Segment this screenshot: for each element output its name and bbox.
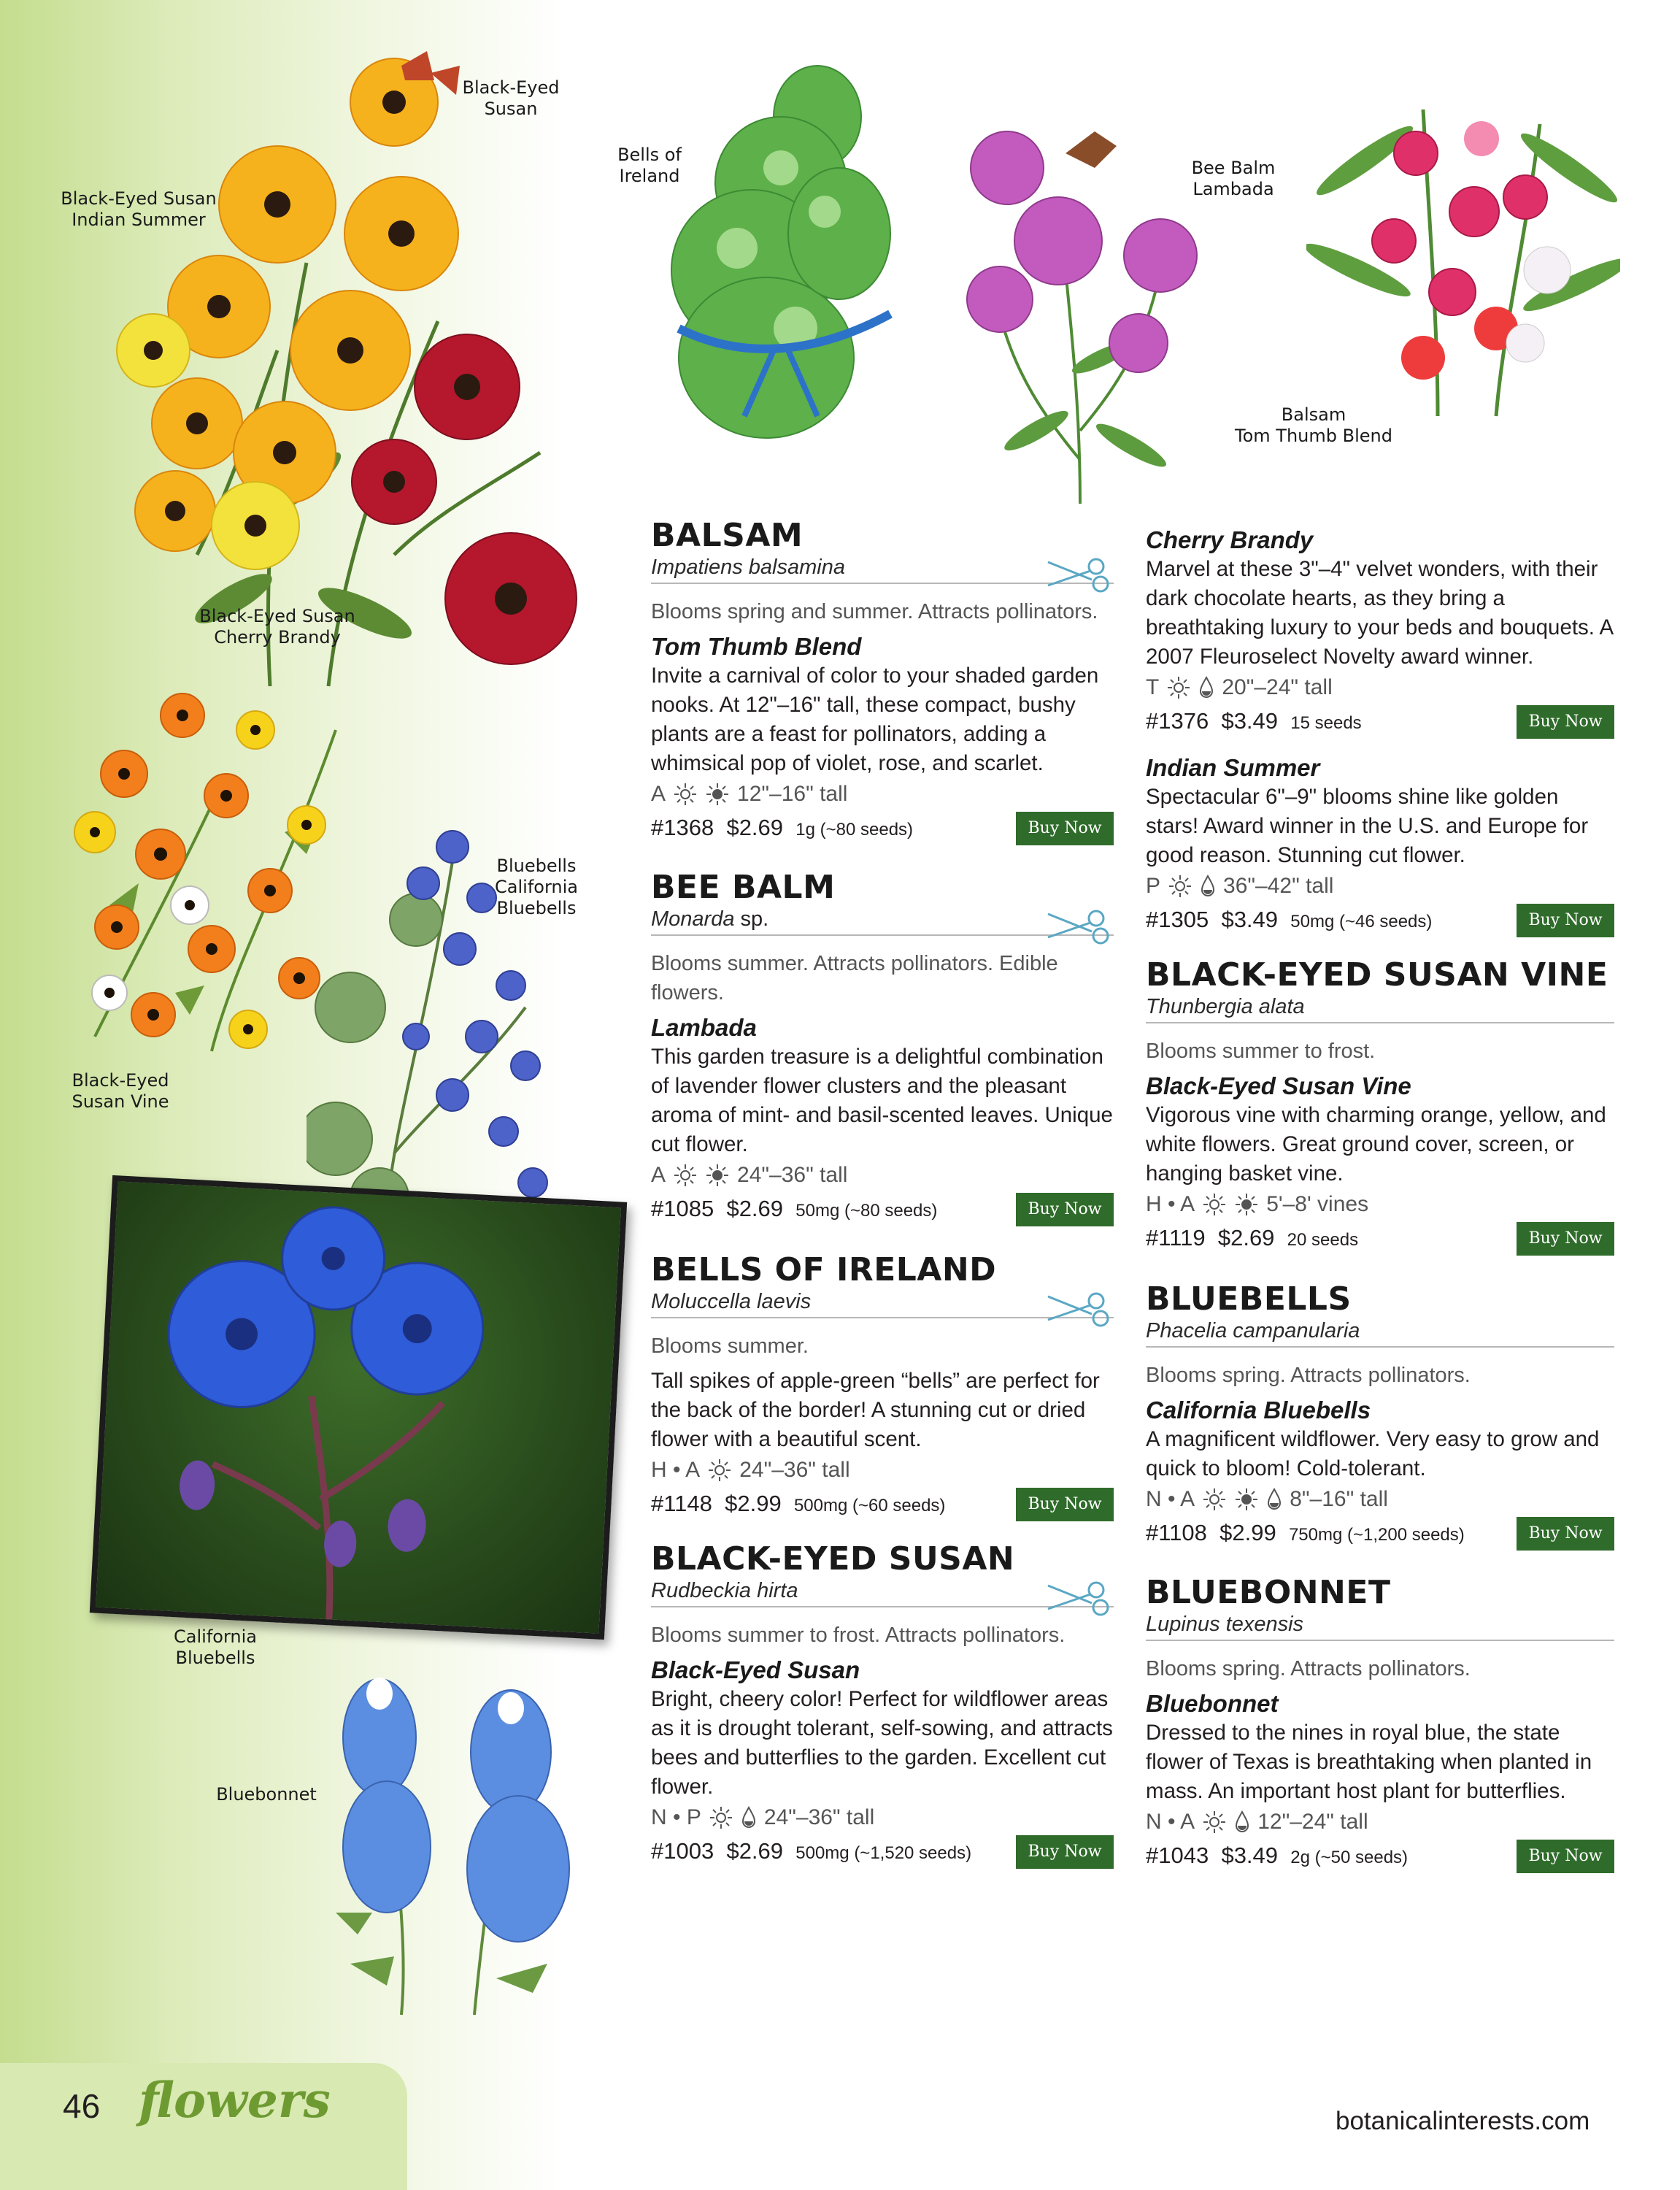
cut-flower-scissors-icon [1045,1580,1112,1618]
plant-type: N • A [1146,1810,1195,1834]
variety-name: California Bluebells [1146,1396,1371,1424]
cut-flower-scissors-icon [1045,908,1112,946]
variety-description: Vigorous vine with charming orange, yellow, and white flowers. Great ground cover, screen, or hanging basket vine. [1146,1103,1606,1186]
part-sun-icon [673,782,698,807]
latin-name: Monarda [651,907,735,931]
black-eyed-susan-illustration [88,44,598,701]
sku: #1305 [1146,907,1209,932]
height: 12"–16" tall [737,782,848,806]
part-shade-icon [705,782,730,807]
variety-description: Tall spikes of apple-green “bells” are perfect for the back of the border! A stunning cut or dried flower with a beautiful scent. [651,1369,1100,1451]
plant-type: N • A [1146,1487,1195,1511]
plant-type: T [1146,675,1160,699]
variety-description: Invite a carnival of color to your shaded garden nooks. At 12"–16" tall, these compact, bushy plants are a feast for pollinators, adding a whimsical pop of violet, rose, and scarlet. [651,664,1099,775]
entry-black-eyed-susan-vine [1146,956,1614,1256]
price: $2.99 [1219,1520,1276,1545]
sku: #1003 [651,1838,714,1864]
bloom-info: Blooms summer. [651,1334,809,1358]
price: $2.99 [725,1491,782,1516]
bee-balm-illustration [956,124,1204,511]
sku: #1108 [1146,1520,1207,1545]
variety-name: Tom Thumb Blend [651,633,862,660]
quantity: 500mg (~60 seeds) [793,1496,946,1515]
entry-title: BLACK-EYED SUSAN VINE [1146,956,1608,994]
latin-row [651,555,1114,584]
entry-bluebells [1146,1280,1614,1551]
price-row [651,1834,1114,1869]
buy-now-button[interactable]: Buy Now [1517,1222,1614,1256]
plant-type: A [651,782,666,806]
entry-cherry-brandy [1146,526,1614,739]
variety-name: Black-Eyed Susan Vine [1146,1072,1411,1099]
variety-name: Black-Eyed Susan [651,1656,860,1683]
variety-name: Bluebonnet [1146,1690,1279,1717]
height: 5'–8' vines [1266,1192,1369,1216]
quantity: 1g (~80 seeds) [795,820,914,840]
low-water-icon [1198,675,1214,700]
buy-now-button[interactable]: Buy Now [1517,1517,1614,1551]
sku: #1119 [1146,1225,1206,1250]
sku: #1085 [651,1196,714,1221]
height: 24"–36" tall [737,1163,848,1187]
price-row [1146,1515,1614,1551]
price: $2.69 [726,1838,784,1864]
growing-icons [651,1802,1114,1834]
latin-name: Phacelia campanularia [1146,1319,1360,1342]
growing-icons [651,1159,1114,1191]
entry-title: BELLS OF IRELAND [651,1251,997,1288]
quantity: 2g (~50 seeds) [1290,1848,1409,1867]
variety-description: Spectacular 6"–9" blooms shine like golden stars! Award winner in the U.S. and Europe for good reason. Stunning cut flower. [1146,785,1589,867]
bloom-info: Blooms spring. Attracts pollinators. [1146,1657,1471,1680]
variety-description: Dressed to the nines in royal blue, the state flower of Texas is breathtaking when planted in mass. An important host plant for butterflies. [1146,1721,1592,1803]
label-bes-cherry-brandy: Black-Eyed Susan Cherry Brandy [199,606,355,648]
sun-icon [709,1805,733,1830]
plant-type: A [651,1163,666,1187]
low-water-icon [741,1805,757,1830]
latin-name: Moluccella laevis [651,1290,812,1313]
latin-name: Impatiens balsamina [651,556,845,579]
bloom-info: Blooms spring. Attracts pollinators. [1146,1364,1471,1387]
height: 12"–24" tall [1257,1810,1368,1834]
bloom-info: Blooms summer to frost. Attracts pollinators. [651,1624,1066,1647]
part-shade-icon [705,1163,730,1188]
label-bluebonnet: Bluebonnet [216,1784,317,1805]
plant-type: H • A [1146,1192,1195,1216]
buy-now-button[interactable]: Buy Now [1517,705,1614,739]
low-water-icon [1266,1487,1282,1512]
label-california-bluebells: California Bluebells [174,1626,257,1668]
latin-row [1146,994,1614,1023]
quantity: 50mg (~46 seeds) [1290,912,1433,931]
growing-icons [1146,1483,1614,1515]
page-number: 46 [63,2087,101,2125]
price: $3.49 [1221,907,1279,932]
part-shade-icon [1234,1487,1259,1512]
growing-icons [1146,1806,1614,1838]
height: 36"–42" tall [1223,874,1334,898]
entry-indian-summer [1146,753,1614,937]
bloom-info: Blooms summer. Attracts pollinators. Edible flowers. [651,952,1058,1004]
sun-icon [1202,1810,1227,1834]
buy-now-button[interactable]: Buy Now [1517,904,1614,937]
california-bluebells-photo [90,1175,627,1640]
sun-icon [673,1163,698,1188]
growing-icons [651,1454,1114,1486]
label-balsam: Balsam Tom Thumb Blend [1235,404,1392,446]
latin-row [1146,1318,1614,1348]
latin-name: Rudbeckia hirta [651,1579,798,1602]
entry-title: BLUEBONNET [1146,1574,1391,1611]
growing-icons [1146,1188,1614,1221]
latin-row [651,907,1114,936]
entry-bluebonnet [1146,1574,1614,1873]
sku: #1148 [651,1491,712,1516]
sku: #1368 [651,815,714,840]
label-black-eyed-susan: Black-Eyed Susan [462,77,560,119]
quantity: 500mg (~1,520 seeds) [795,1843,972,1863]
entry-black-eyed-susan [651,1540,1114,1869]
latin-name: Lupinus texensis [1146,1613,1304,1636]
price: $2.69 [1217,1225,1275,1250]
quantity: 20 seeds [1287,1230,1359,1250]
sun-icon [707,1458,732,1483]
website-link[interactable]: botanicalinterests.com [1336,2107,1590,2135]
label-bee-balm: Bee Balm Lambada [1191,158,1276,199]
price-row [651,810,1114,845]
latin-row [651,1578,1114,1607]
growing-icons [1146,870,1614,902]
sun-icon [1202,1487,1227,1512]
sun-icon [1168,874,1192,899]
entry-bee-balm [651,869,1114,1226]
buy-now-button[interactable]: Buy Now [1016,1835,1114,1869]
entry-title: BLACK-EYED SUSAN [651,1540,1015,1578]
bloom-info: Blooms summer to frost. [1146,1040,1376,1063]
cut-flower-scissors-icon [1045,556,1112,594]
entry-title: BEE BALM [651,869,836,906]
sku: #1376 [1146,708,1209,734]
price: $2.69 [726,815,784,840]
price: $3.49 [1221,1843,1279,1868]
price: $3.49 [1221,708,1279,734]
buy-now-button[interactable]: Buy Now [1016,1193,1114,1226]
price-row [651,1486,1114,1521]
plant-type: P [1146,874,1161,898]
variety-description: A magnificent wildflower. Very easy to grow and quick to bloom! Cold-tolerant. [1146,1427,1600,1480]
price-row [1146,704,1614,739]
balsam-illustration [1306,51,1620,423]
low-water-icon [1200,874,1216,899]
price-row [1146,902,1614,937]
variety-description: This garden treasure is a delightful combination of lavender flower clusters and the pleasant aroma of mint- and basil-scented leaves. Unique cut flower. [651,1045,1113,1156]
part-shade-icon [1234,1192,1259,1217]
entry-balsam [651,517,1114,845]
quantity: 750mg (~1,200 seeds) [1288,1525,1465,1545]
latin-row [1146,1612,1614,1641]
sku: #1043 [1146,1843,1209,1868]
quantity: 50mg (~80 seeds) [795,1201,938,1221]
price: $2.69 [726,1196,784,1221]
height: 20"–24" tall [1222,675,1333,699]
section-title: flowers [139,2072,331,2129]
buy-now-button[interactable]: Buy Now [1016,1488,1114,1521]
price-row [1146,1221,1614,1256]
height: 24"–36" tall [763,1805,875,1829]
variety-description: Bright, cheery color! Perfect for wildflower areas as it is drought tolerant, self-sowing, and attracts bees and butterflies to the garden. Excellent cut flower. [651,1687,1113,1799]
entry-bells-of-ireland [651,1251,1114,1521]
variety-name: Cherry Brandy [1146,526,1314,553]
cut-flower-scissors-icon [1045,1291,1112,1329]
bells-of-ireland-illustration [650,51,912,460]
variety-name: Indian Summer [1146,754,1320,781]
plant-type: H • A [651,1458,701,1482]
variety-name: Lambada [651,1014,757,1041]
quantity: 15 seeds [1290,713,1362,733]
label-bes-vine: Black-Eyed Susan Vine [72,1070,169,1112]
plant-type: N • P [651,1805,701,1829]
latin-name: Thunbergia alata [1146,995,1305,1018]
height: 24"–36" tall [739,1458,850,1482]
sun-icon [1202,1192,1227,1217]
label-bluebells: Bluebells California Bluebells [495,856,578,918]
label-bells-of-ireland: Bells of Ireland [617,145,682,186]
latin-row [651,1289,1114,1318]
buy-now-button[interactable]: Buy Now [1016,812,1114,845]
low-water-icon [1234,1810,1250,1834]
height: 8"–16" tall [1290,1487,1388,1511]
variety-description: Marvel at these 3"–4" velvet wonders, with their dark chocolate hearts, as they bring a breathtaking luxury to your beds and bouquets. A 2007 Fleuroselect Novelty award winner. [1146,557,1613,669]
price-row [1146,1838,1614,1873]
price-row [651,1191,1114,1226]
entry-title: BALSAM [651,517,804,554]
sun-icon [1166,675,1191,700]
growing-icons [651,778,1114,810]
bloom-info: Blooms spring and summer. Attracts pollinators. [651,600,1098,623]
entry-title: BLUEBELLS [1146,1280,1352,1318]
bluebonnet-illustration [307,1657,613,2022]
label-bes-indian-summer: Black-Eyed Susan Indian Summer [61,188,217,230]
latin-suffix: sp. [734,907,769,931]
growing-icons [1146,672,1614,704]
buy-now-button[interactable]: Buy Now [1517,1840,1614,1873]
